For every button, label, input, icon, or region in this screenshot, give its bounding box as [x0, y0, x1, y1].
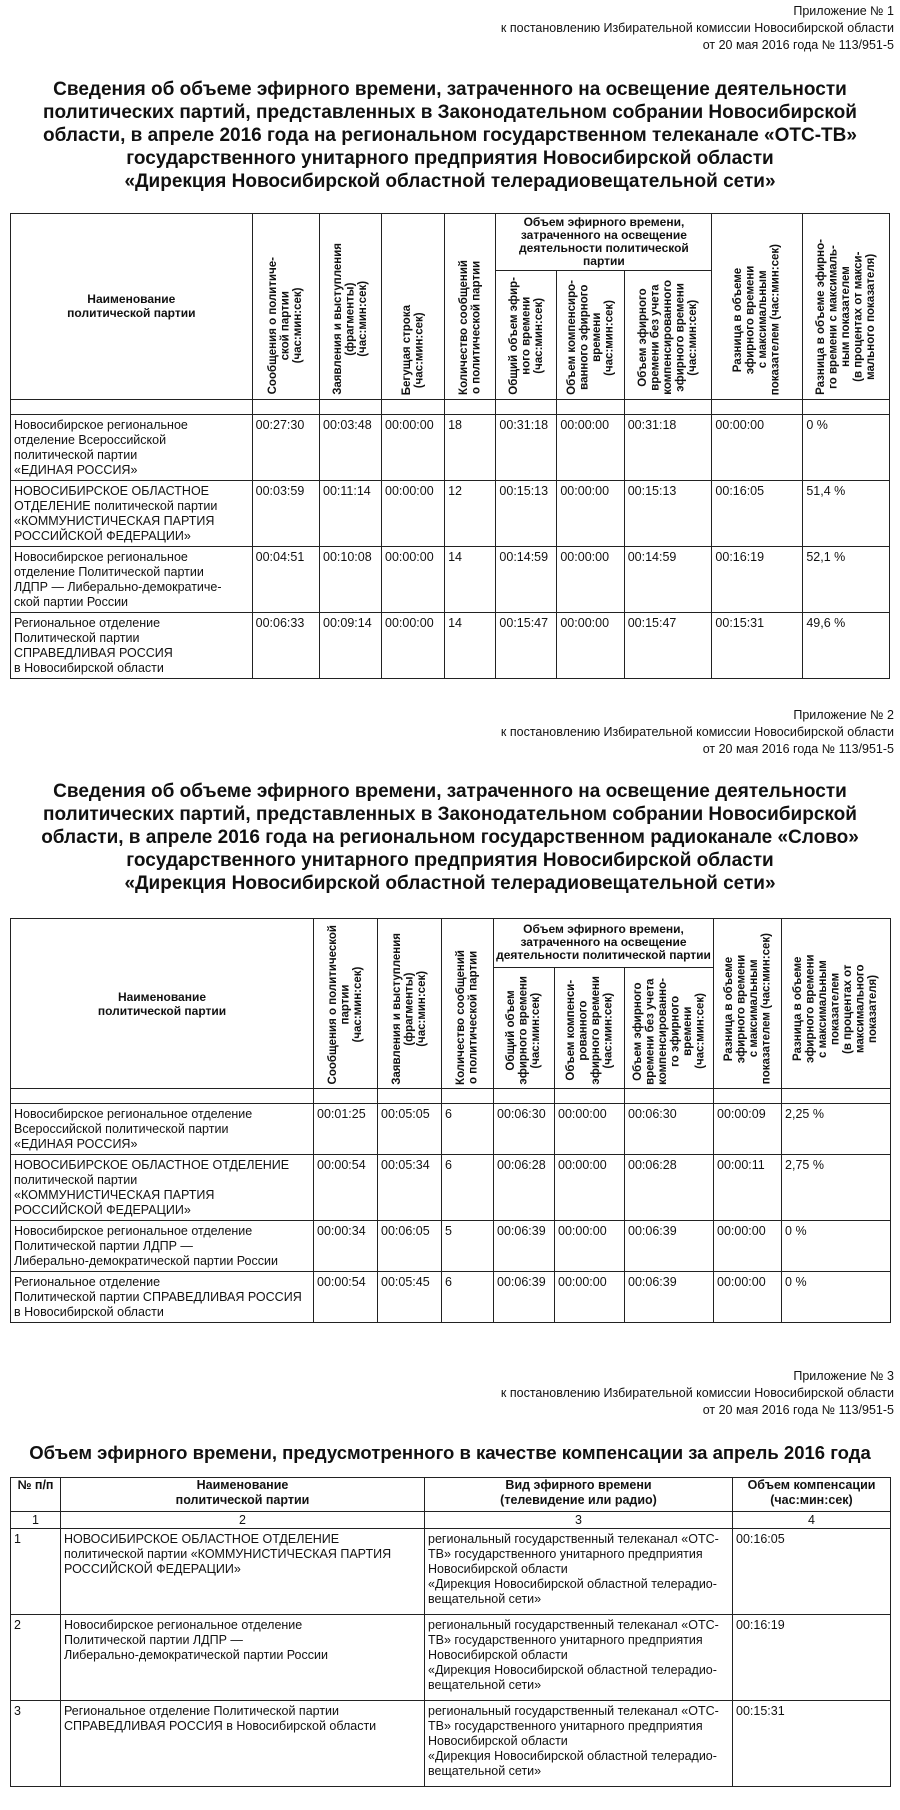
cell-text-line: ОТДЕЛЕНИЕ политической партии — [14, 498, 218, 513]
table-row — [11, 1272, 891, 1323]
appendix-number: Приложение № 2 — [793, 708, 894, 722]
cell-text-line: Новосибирское региональное отделение — [14, 1224, 253, 1239]
table-row — [11, 612, 890, 678]
title-line: «Дирекция Новосибирской областной телерадиовещательной сети» — [124, 171, 776, 192]
value-cell: 52,1 % — [803, 546, 890, 612]
value-cell: 00:27:30 — [252, 414, 319, 480]
party-name-header: Наименование политической партии — [61, 1478, 425, 1512]
value-cell: 00:15:31 — [712, 612, 803, 678]
table-row — [11, 1701, 891, 1787]
cell-text-line: ТВ» государственного унитарного предприятия — [428, 1547, 703, 1561]
party-name-cell — [11, 1155, 314, 1221]
value-cell: 00:00:00 — [382, 612, 445, 678]
section-3-title — [20, 1441, 880, 1464]
value-cell: 00:00:00 — [557, 414, 624, 480]
cell-text-line: вещательной сети» — [428, 1764, 542, 1778]
cell-text-line: Новосибирское региональное — [14, 417, 188, 432]
appendix-number: Приложение № 3 — [793, 1369, 894, 1383]
party-name-cell — [11, 480, 253, 546]
appendix-1-header — [501, 3, 894, 54]
cell-text-line: «ЕДИНАЯ РОССИЯ» — [14, 462, 138, 477]
title-line: политических партий, представленных в Законодательном собрании Новосибирской — [43, 102, 857, 123]
tv-airtime-table — [10, 213, 890, 679]
cell-text-line: Новосибирское региональное отделение — [64, 1618, 303, 1632]
value-cell: 00:00:00 — [382, 414, 445, 480]
title-line: политических партий, представленных в Законодательном собрании Новосибирской — [43, 804, 857, 825]
value-cell: 00:06:05 — [378, 1221, 442, 1272]
party-name-cell — [11, 546, 253, 612]
column-number: 4 — [733, 1512, 891, 1529]
airtime-group-header: Объем эфирного времени, затраченного на освещение деятельности политической партии — [494, 919, 714, 968]
message-count-header: Количество сообщений о политической партии — [442, 919, 494, 1089]
value-cell: 6 — [442, 1155, 494, 1221]
value-cell: 00:05:45 — [378, 1272, 442, 1323]
value-cell: 00:15:13 — [624, 480, 712, 546]
difference-time-header: Разница в объеме эфирного времени с максимальным показателем (час:мин:сек) — [712, 214, 803, 400]
column-numbers-row — [11, 1512, 891, 1529]
value-cell: 00:06:39 — [625, 1272, 714, 1323]
value-cell: 6 — [442, 1104, 494, 1155]
value-cell: 00:16:19 — [712, 546, 803, 612]
cell-text-line: в Новосибирской области — [14, 1305, 164, 1320]
header-spacer-row — [11, 1089, 891, 1104]
value-cell: 00:14:59 — [496, 546, 557, 612]
cell-text-line: политической партии — [14, 1173, 138, 1188]
title-line: «Дирекция Новосибирской областной телерадиовещательной сети» — [124, 873, 776, 894]
total-airtime-header: Общий объем эфир- ного времени (час:мин:сек) — [496, 271, 557, 400]
cell-text-line: «ЕДИНАЯ РОССИЯ» — [14, 1137, 138, 1152]
title-line: области, в апреле 2016 года на региональном государственном радиоканале «Слово» — [41, 827, 859, 848]
value-cell: 00:06:39 — [494, 1221, 555, 1272]
value-cell: 00:05:05 — [378, 1104, 442, 1155]
value-cell: 49,6 % — [803, 612, 890, 678]
title-line: области, в апреле 2016 года на региональном государственном телеканале «ОТС-ТВ» — [43, 125, 857, 146]
value-cell: 00:00:11 — [714, 1155, 782, 1221]
appendix-number: Приложение № 1 — [793, 4, 894, 18]
value-cell: 00:00:00 — [555, 1104, 625, 1155]
messages-header: Сообщения о политической партии (час:мин:сек) — [314, 919, 378, 1089]
value-cell: 00:09:14 — [320, 612, 382, 678]
cell-text-line: региональный государственный телеканал «ОТС- — [428, 1618, 719, 1632]
value-cell: 00:15:47 — [624, 612, 712, 678]
statements-header: Заявления и выступления (фрагменты) (час:мин:сек) — [320, 214, 382, 400]
compensation-value-cell: 00:16:19 — [733, 1615, 891, 1701]
row-number-cell: 1 — [11, 1529, 61, 1615]
value-cell: 00:01:25 — [314, 1104, 378, 1155]
cell-text-line: «КОММУНИСТИЧЕСКАЯ ПАРТИЯ — [14, 1188, 215, 1203]
cell-text-line: РОССИЙСКОЙ ФЕДЕРАЦИИ» — [14, 1203, 191, 1218]
appendix-date: от 20 мая 2016 года № 113/951-5 — [702, 1403, 894, 1417]
value-cell: 0 % — [782, 1221, 891, 1272]
value-cell: 00:06:30 — [494, 1104, 555, 1155]
cell-text-line: Политической партии ЛДПР — — [14, 1239, 193, 1254]
airtime-kind-cell — [425, 1529, 733, 1615]
value-cell: 0 % — [782, 1272, 891, 1323]
table-row — [11, 414, 890, 480]
uncompensated-airtime-header: Объем эфирного времени без учета компенсированно- го эфирного времени (час:мин:сек) — [625, 967, 714, 1089]
section-2-title — [20, 780, 880, 895]
title-line: государственного унитарного предприятия Новосибирской области — [126, 850, 774, 871]
value-cell: 14 — [445, 546, 496, 612]
radio-table-body — [11, 1104, 891, 1323]
compensation-table — [10, 1477, 891, 1787]
airtime-group-header: Объем эфирного времени, затраченного на освещение деятельности политической партии — [496, 214, 712, 271]
value-cell: 14 — [445, 612, 496, 678]
cell-text-line: ТВ» государственного унитарного предприятия — [428, 1633, 703, 1647]
table-row — [11, 546, 890, 612]
party-name-cell — [11, 414, 253, 480]
airtime-kind-header: Вид эфирного времени (телевидение или радио) — [425, 1478, 733, 1512]
compensation-table-body — [11, 1529, 891, 1787]
row-number-cell: 3 — [11, 1701, 61, 1787]
value-cell: 2,25 % — [782, 1104, 891, 1155]
column-number: 2 — [61, 1512, 425, 1529]
row-number-cell: 2 — [11, 1615, 61, 1701]
cell-text-line: Новосибирской области — [428, 1734, 568, 1748]
cell-text-line: «Дирекция Новосибирской областной телерадио- — [428, 1577, 717, 1591]
appendix-3-header — [501, 1368, 894, 1419]
cell-text-line: СПРАВЕДЛИВАЯ РОССИЯ — [14, 645, 173, 660]
cell-text-line: региональный государственный телеканал «ОТС- — [428, 1532, 719, 1546]
cell-text-line: Политической партии СПРАВЕДЛИВАЯ РОССИЯ — [14, 1290, 302, 1305]
cell-text-line: Либерально-демократической партии России — [64, 1648, 328, 1662]
cell-text-line: Политической партии — [14, 630, 140, 645]
appendix-date: от 20 мая 2016 года № 113/951-5 — [702, 38, 894, 52]
cell-text-line: Всероссийской политической партии — [14, 1122, 229, 1137]
section-1-title — [20, 78, 880, 193]
value-cell: 00:03:48 — [320, 414, 382, 480]
cell-text-line: РОССИЙСКОЙ ФЕДЕРАЦИИ» — [64, 1562, 241, 1576]
compensated-airtime-header: Объем компенсиро- ванного эфирного времени (час:мин:сек) — [557, 271, 624, 400]
uncompensated-airtime-header: Объем эфирного времени без учета компенсированного эфирного времени (час:мин:сек) — [624, 271, 712, 400]
value-cell: 00:06:39 — [494, 1272, 555, 1323]
value-cell: 00:10:08 — [320, 546, 382, 612]
value-cell: 5 — [442, 1221, 494, 1272]
cell-text-line: отделение Политической партии — [14, 564, 204, 579]
table-row — [11, 1155, 891, 1221]
value-cell: 51,4 % — [803, 480, 890, 546]
cell-text-line: НОВОСИБИРСКОЕ ОБЛАСТНОЕ ОТДЕЛЕНИЕ — [64, 1532, 340, 1546]
party-name-cell — [11, 1272, 314, 1323]
value-cell: 00:00:54 — [314, 1272, 378, 1323]
table-row — [11, 1615, 891, 1701]
value-cell: 00:00:54 — [314, 1155, 378, 1221]
appendix-reference: к постановлению Избирательной комиссии Новосибирской области — [500, 21, 894, 35]
compensation-header: Объем компенсации (час:мин:сек) — [733, 1478, 891, 1512]
value-cell: 12 — [445, 480, 496, 546]
table-row — [11, 1104, 891, 1155]
title-line: Сведения об объеме эфирного времени, затраченного на освещение деятельности — [53, 781, 847, 802]
party-name-cell — [61, 1701, 425, 1787]
cell-text-line: «Дирекция Новосибирской областной телерадио- — [428, 1663, 717, 1677]
cell-text-line: Новосибирской области — [428, 1562, 568, 1576]
title-line: Объем эфирного времени, предусмотренного в качестве компенсации за апрель 2016 года — [29, 1442, 871, 1463]
table-row — [11, 480, 890, 546]
cell-text-line: вещательной сети» — [428, 1678, 542, 1692]
value-cell: 00:15:47 — [496, 612, 557, 678]
messages-header: Сообщения о политиче- ской партии (час:мин:сек) — [252, 214, 319, 400]
value-cell: 00:11:14 — [320, 480, 382, 546]
title-line: Сведения об объеме эфирного времени, затраченного на освещение деятельности — [53, 79, 847, 100]
party-name-cell — [11, 1221, 314, 1272]
value-cell: 00:06:28 — [494, 1155, 555, 1221]
party-name-cell — [11, 1104, 314, 1155]
cell-text-line: политической партии — [14, 447, 138, 462]
value-cell: 00:00:00 — [714, 1272, 782, 1323]
party-name-header: Наименование политической партии — [11, 919, 314, 1089]
party-name-header: Наименование политической партии — [11, 214, 253, 400]
value-cell: 00:00:09 — [714, 1104, 782, 1155]
value-cell: 00:31:18 — [496, 414, 557, 480]
cell-text-line: отделение Всероссийской — [14, 432, 167, 447]
difference-percent-header: Разница в объеме эфирного времени с максимальным показателем (в процентах от максимального показателя) — [782, 919, 891, 1089]
cell-text-line: «КОММУНИСТИЧЕСКАЯ ПАРТИЯ — [14, 513, 215, 528]
value-cell: 00:00:34 — [314, 1221, 378, 1272]
cell-text-line: НОВОСИБИРСКОЕ ОБЛАСТНОЕ ОТДЕЛЕНИЕ — [14, 1158, 290, 1173]
value-cell: 00:04:51 — [252, 546, 319, 612]
value-cell: 00:00:00 — [382, 546, 445, 612]
compensation-value-cell: 00:16:05 — [733, 1529, 891, 1615]
message-count-header: Количество сообщений о политической партии — [445, 214, 496, 400]
cell-text-line: вещательной сети» — [428, 1592, 542, 1606]
cell-text-line: Новосибирской области — [428, 1648, 568, 1662]
value-cell: 00:14:59 — [624, 546, 712, 612]
value-cell: 00:00:00 — [714, 1221, 782, 1272]
cell-text-line: ЛДПР — Либерально-демократиче- — [14, 579, 222, 594]
value-cell: 00:00:00 — [382, 480, 445, 546]
value-cell: 00:06:33 — [252, 612, 319, 678]
party-name-cell — [11, 612, 253, 678]
total-airtime-header: Общий объем эфирного времени (час:мин:сек) — [494, 967, 555, 1089]
value-cell: 00:00:00 — [555, 1221, 625, 1272]
value-cell: 2,75 % — [782, 1155, 891, 1221]
value-cell: 00:06:30 — [625, 1104, 714, 1155]
value-cell: 00:00:00 — [555, 1155, 625, 1221]
cell-text-line: СПРАВЕДЛИВАЯ РОССИЯ в Новосибирской области — [64, 1719, 377, 1733]
table-row — [11, 1529, 891, 1615]
row-number-header: № п/п — [11, 1478, 61, 1512]
cell-text-line: Политической партии ЛДПР — — [64, 1633, 243, 1647]
radio-airtime-table — [10, 918, 891, 1323]
value-cell: 00:06:28 — [625, 1155, 714, 1221]
appendix-date: от 20 мая 2016 года № 113/951-5 — [702, 742, 894, 756]
compensated-airtime-header: Объем компенси- рованного эфирного времени (час:мин:сек) — [555, 967, 625, 1089]
cell-text-line: НОВОСИБИРСКОЕ ОБЛАСТНОЕ — [14, 483, 210, 498]
cell-text-line: ТВ» государственного унитарного предприятия — [428, 1719, 703, 1733]
cell-text-line: РОССИЙСКОЙ ФЕДЕРАЦИИ» — [14, 528, 191, 543]
column-number: 3 — [425, 1512, 733, 1529]
value-cell: 6 — [442, 1272, 494, 1323]
cell-text-line: Либерально-демократической партии России — [14, 1254, 278, 1269]
appendix-2-header — [501, 707, 894, 758]
value-cell: 18 — [445, 414, 496, 480]
cell-text-line: политической партии «КОММУНИСТИЧЕСКАЯ ПАРТИЯ — [64, 1547, 392, 1561]
value-cell: 00:15:13 — [496, 480, 557, 546]
value-cell: 00:05:34 — [378, 1155, 442, 1221]
header-spacer-row — [11, 399, 890, 414]
value-cell: 00:16:05 — [712, 480, 803, 546]
value-cell: 00:06:39 — [625, 1221, 714, 1272]
party-name-cell — [61, 1615, 425, 1701]
ticker-header: Бегущая строка (час:мин:сек) — [382, 214, 445, 400]
value-cell: 00:00:00 — [712, 414, 803, 480]
value-cell: 00:00:00 — [557, 546, 624, 612]
value-cell: 00:31:18 — [624, 414, 712, 480]
cell-text-line: Новосибирское региональное отделение — [14, 1107, 253, 1122]
value-cell: 00:03:59 — [252, 480, 319, 546]
column-number: 1 — [11, 1512, 61, 1529]
value-cell: 00:00:00 — [557, 480, 624, 546]
cell-text-line: «Дирекция Новосибирской областной телерадио- — [428, 1749, 717, 1763]
value-cell: 00:00:00 — [555, 1272, 625, 1323]
statements-header: Заявления и выступления (фрагменты) (час:мин:сек) — [378, 919, 442, 1089]
cell-text-line: ской партии России — [14, 594, 129, 609]
difference-time-header: Разница в объеме эфирного времени с максимальным показателем (час:мин:сек) — [714, 919, 782, 1089]
difference-percent-header: Разница в объеме эфирно- го времени с максималь- ным показателем (в процентах от макси- мального показателя) — [803, 214, 890, 400]
airtime-kind-cell — [425, 1615, 733, 1701]
appendix-reference: к постановлению Избирательной комиссии Новосибирской области — [500, 1386, 894, 1400]
party-name-cell — [61, 1529, 425, 1615]
appendix-reference: к постановлению Избирательной комиссии Новосибирской области — [500, 725, 894, 739]
cell-text-line: в Новосибирской области — [14, 660, 164, 675]
value-cell: 0 % — [803, 414, 890, 480]
cell-text-line: Новосибирское региональное — [14, 549, 188, 564]
table-row — [11, 1221, 891, 1272]
cell-text-line: Региональное отделение — [14, 615, 161, 630]
cell-text-line: Региональное отделение — [14, 1275, 161, 1290]
cell-text-line: региональный государственный телеканал «ОТС- — [428, 1704, 719, 1718]
tv-table-body — [11, 414, 890, 678]
value-cell: 00:00:00 — [557, 612, 624, 678]
compensation-value-cell: 00:15:31 — [733, 1701, 891, 1787]
cell-text-line: Региональное отделение Политической партии — [64, 1704, 340, 1718]
title-line: государственного унитарного предприятия Новосибирской области — [126, 148, 774, 169]
airtime-kind-cell — [425, 1701, 733, 1787]
